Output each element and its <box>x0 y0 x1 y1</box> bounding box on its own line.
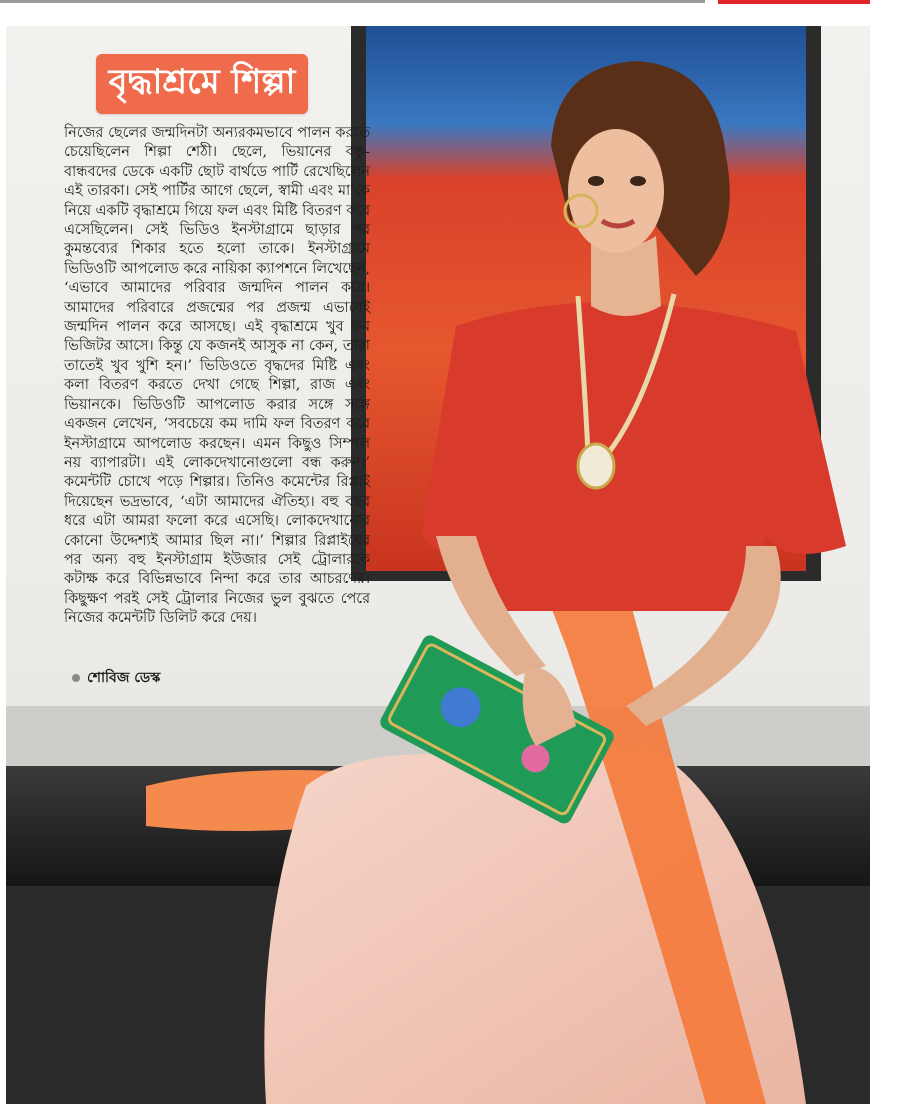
left-eye <box>588 176 604 186</box>
right-eye <box>630 176 646 186</box>
byline-text: শোবিজ ডেস্ক <box>87 670 161 686</box>
pendant <box>578 444 614 488</box>
headline: বৃদ্ধাশ্রমে শিল্পা <box>96 54 308 114</box>
top-rule <box>0 0 705 3</box>
article-body: নিজের ছেলের জন্মদিনটা অন্যরকমভাবে পালন করতে চেয়েছিলেন শিল্পা শেঠী। ছেলে, ভিয়ানের বন্ধু-বান্ধবদের ডেকে একটি ছোট বার্থডে পার্টি রেখেছিলেন এই তারকা। সেই পার্টির আগে ছেলে, স্বামী এবং মা'কে নিয়ে একটি বৃদ্ধাশ্রমে গিয়ে ফল এবং মিষ্টি বিতরণ করে এসেছিলেন। সেই ভিডিও ইনস্টাগ্রামে ছাড়ার পর কুমন্তব্যের শিকার হতে হলো তাকে। ইনস্টাগ্রামে ভিডিওটি আপলোড করে নায়িকা ক্যাপশনে লিখেছেন, ‘এভাবে আমাদের পরিবার জন্মদিন পালন করে। আমাদের পরিবারে প্রজন্মের পর প্রজন্ম এভাবেই জন্মদিন পালন করে আসছে। এই বৃদ্ধাশ্রমে খুব কম ভিজিটর আসে। কিন্তু যে কজনই আসুক না কেন, তারা তাতেই খুব খুশি হন।’ ভিডিওতে বৃদ্ধদের মিষ্টি এবং কলা বিতরণ করতে দেখা গেছে শিল্পা, রাজ এবং ভিয়ানকে। ভিডিওটি আপলোড করার সঙ্গে সঙ্গে একজন লেখেন, ‘সবচেয়ে কম দামি ফল বিতরণ করে ইনস্টাগ্রামে আপলোড করছেন। এমন কিছুও সিম্পল নয় ব্যাপারটা। এই লোকদেখানোগুলো বন্ধ করুন।’ কমেন্টটি চোখে পড়ে শিল্পার। তিনিও কমেন্টের রিপ্লাই দিয়েছেন ভদ্রভাবে, ‘এটা আমাদের ঐতিহ্য। বহু বছর ধরে এটা আমরা ফলো করে এসেছি। লোকদেখানোর কোনো উদ্দেশ্যই আমার ছিল না।’ শিল্পার রিপ্লাইয়ের পর অন্য বহু ইনস্টাগ্রাম ইউজার সেই ট্রোলারকে কটাক্ষ করে বিভিন্নভাবে নিন্দা করে তার আচরণের। কিছুক্ষণ পরই সেই ট্রোলার নিজের ভুল বুঝতে পেরে নিজের কমেন্টটি ডিলিট করে দেয়। <box>64 125 370 627</box>
byline <box>72 668 160 688</box>
top-accent-bar <box>718 0 870 4</box>
face <box>568 129 664 253</box>
bullet-dot-icon <box>72 674 80 682</box>
